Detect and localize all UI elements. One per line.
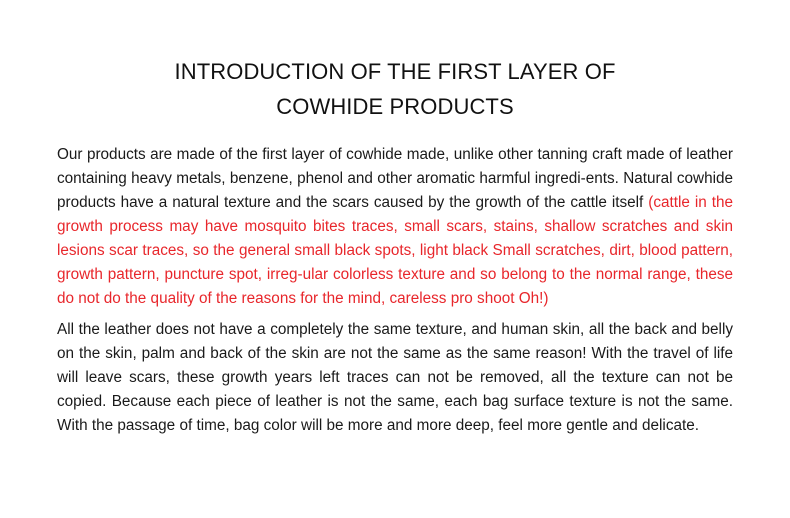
title-line-1: INTRODUCTION OF THE FIRST LAYER OF — [174, 59, 616, 84]
intro-paragraph — [57, 143, 733, 311]
texture-paragraph-text: All the leather does not have a completely the same texture, and human skin, all the back and belly on the skin, palm and back of the skin are not the same as the same reason! With the travel of life will leave scars, these growth years left traces can not be removed, all the texture can not be copied. Because each piece of leather is not the same, each bag surface texture is not the same. With the passage of time, bag color will be more and more deep, feel more gentle and delicate. — [57, 321, 733, 434]
intro-paragraph-text: Our products are made of the first layer of cowhide made, unlike other tanning craft made of leather containing heavy metals, benzene, phenol and other aromatic harmful ingredi-ents. Natural cowhide products have a natural texture and the scars caused by the growth of the cattle itself — [57, 146, 733, 211]
page-title — [0, 54, 790, 124]
description-body — [57, 143, 733, 438]
scar-disclaimer-text: (cattle in the growth process may have mosquito bites traces, small scars, stains, shallow scratches and skin lesions scar traces, so the general small black spots, light black Small scratches, dirt, blood pattern, growth pattern, puncture spot, irreg-ular colorless texture and so belong to the normal range, these do not do the quality of the reasons for the mind, careless pro shoot Oh!) — [57, 194, 733, 307]
title-line-2: COWHIDE PRODUCTS — [276, 94, 514, 119]
texture-paragraph — [57, 318, 733, 438]
